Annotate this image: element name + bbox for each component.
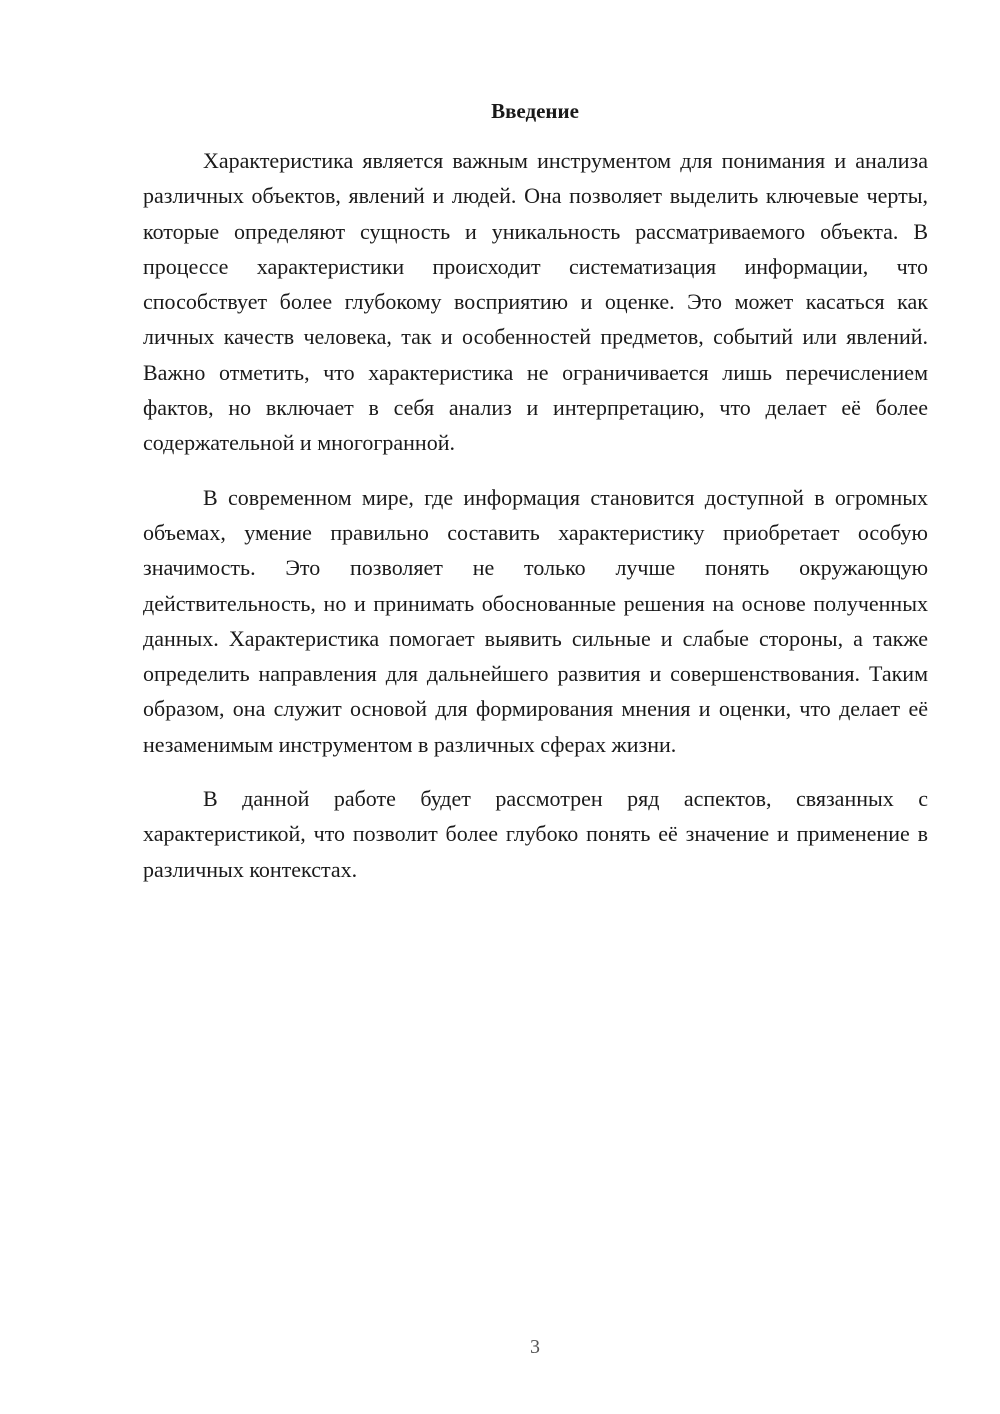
page-number: 3 <box>530 1336 540 1358</box>
paragraph-1: Характеристика является важным инструментом для понимания и анализа различных объектов, явлений и людей. Она позволяет выделить ключевые черты, которые определяют сущность и уникальность рассматриваемого объекта. В процессе характеристики происходит систематизация информации, что способствует более глубокому восприятию и оценке. Это может касаться как личных качеств человека, так и особенностей предметов, событий или явлений. Важно отметить, что характеристика не ограничивается лишь перечислением фактов, но включает в себя анализ и интерпретацию, что делает её более содержательной и многогранной. <box>143 148 928 456</box>
paragraph-3: В данной работе будет рассмотрен ряд аспектов, связанных с характеристикой, что позволит более глубоко понять её значение и применение в различных контекстах. <box>143 786 928 882</box>
paragraph-2: В современном мире, где информация становится доступной в огромных объемах, умение правильно составить характеристику приобретает особую значимость. Это позволяет не только лучше понять окружающую действительность, но и принимать обоснованные решения на основе полученных данных. Характеристика помогает выявить сильные и слабые стороны, а также определить направления для дальнейшего развития и совершенствования. Таким образом, она служит основой для формирования мнения и оценки, что делает её незаменимым инструментом в различных сферах жизни. <box>143 484 928 757</box>
section-heading: Введение <box>491 99 579 123</box>
body-text <box>143 143 928 887</box>
